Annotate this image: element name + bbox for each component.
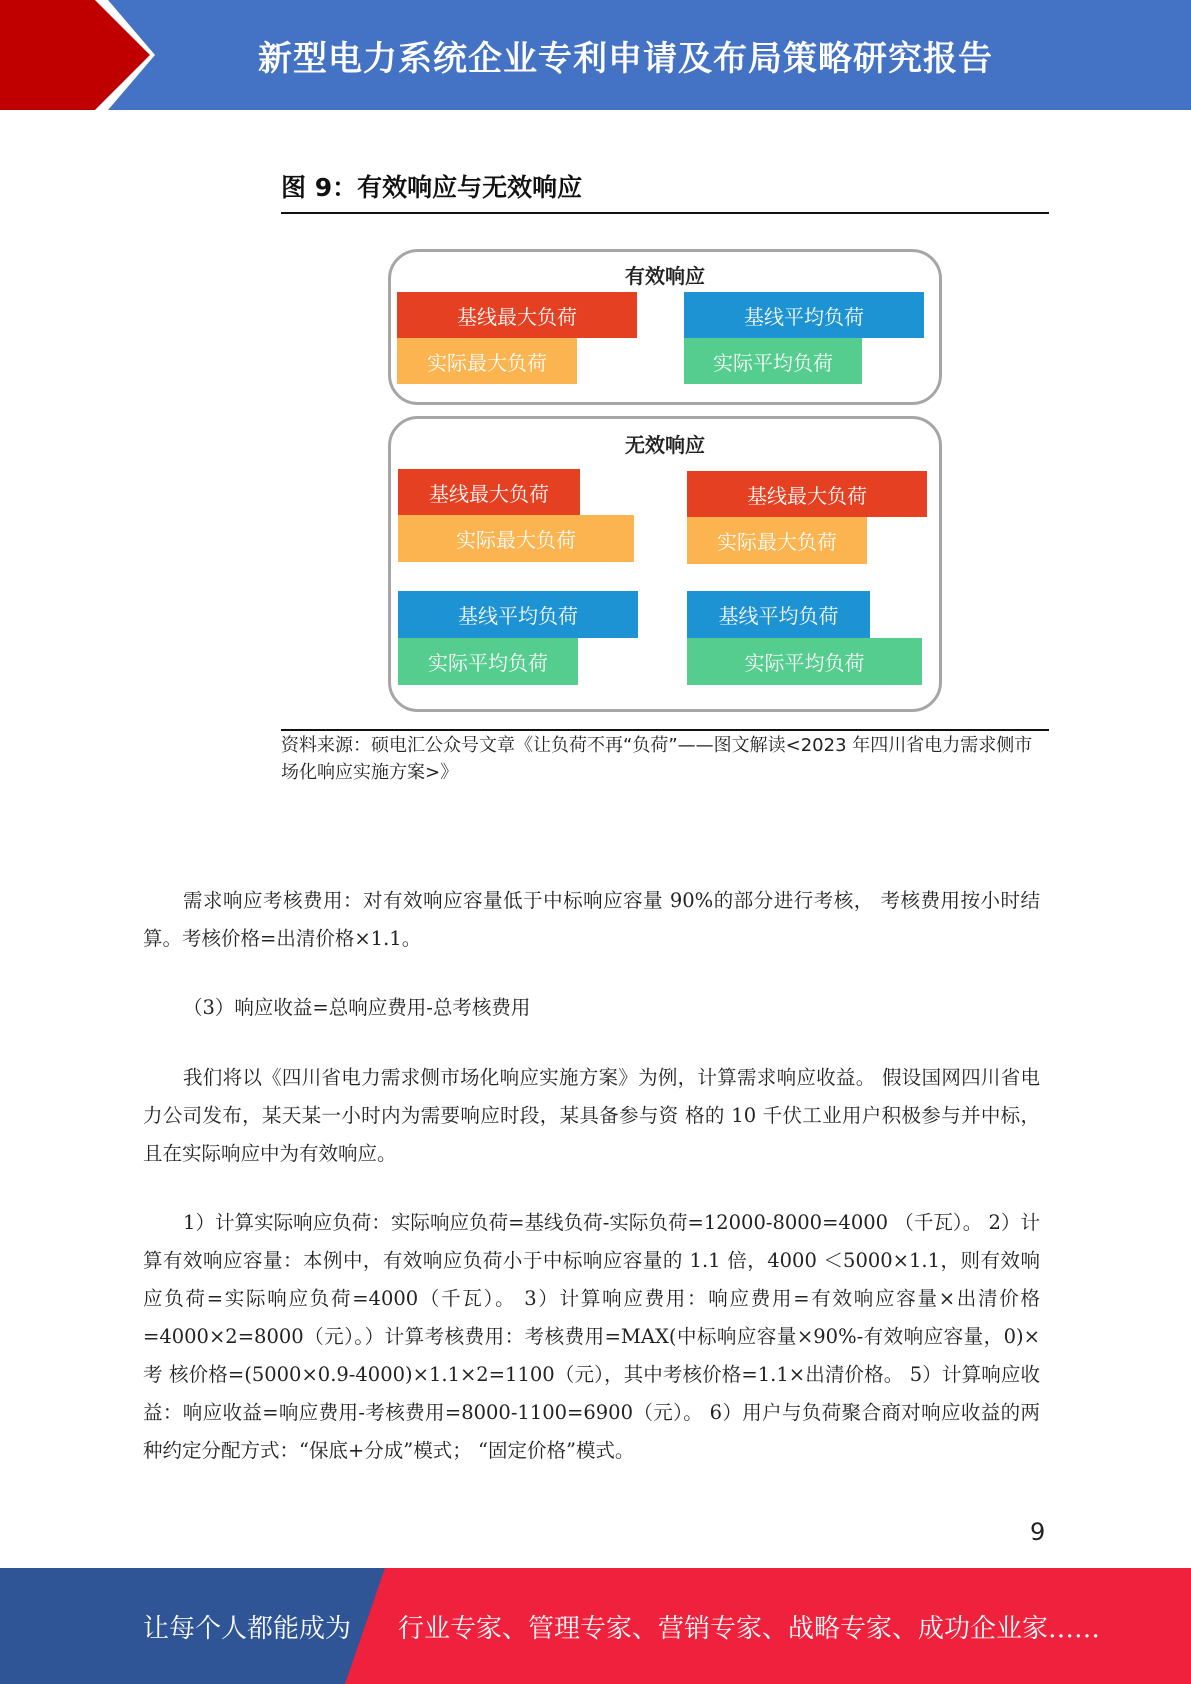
paragraph-calculation-steps: 1）计算实际响应负荷：实际响应负荷=基线负荷-实际负荷=12000-8000=4000 （千瓦）。 2）计算有效响应容量：本例中，有效响应负荷小于中标响应容量的 1.1 倍，4000 ＜5000×1.1，则有效响应负荷=实际响应负荷=4000（千瓦）。 3）计算响应费用：响应费用=有效响应容量×出清价格=4000×2=8000（元）。）计算考核费用：考核费用=MAX(中标响应容量×90%-有效响应容量，0)×考 核价格=(5000×0.9-4000)×1.1×2=1100（元），其中考核价格=1.1×出清价格。 5）计算响应收益：响应收益=响应费用-考核费用=8000-1100=6900（元）。 6）用户与负荷聚合商对响应收益的两种约定分配方式：“保底+分成”模式； “固定价格”模式。 <box>143 1211 1040 1462</box>
baseline-max-load-bar: 基线最大负荷 <box>397 292 637 338</box>
baseline-avg-load-bar: 基线平均负荷 <box>398 591 638 638</box>
baseline-max-load-bar: 基线最大负荷 <box>687 471 927 517</box>
figure-source: 资料来源：硕电汇公众号文章《让负荷不再“负荷”——图文解读<2023 年四川省电力需求侧市场化响应实施方案>》 <box>281 735 1033 783</box>
header-arrow-icon <box>0 0 160 110</box>
actual-max-load-bar: 实际最大负荷 <box>397 338 577 384</box>
paragraph-revenue-formula: （3）响应收益=总响应费用-总考核费用 <box>183 996 531 1019</box>
actual-avg-load-bar: 实际平均负荷 <box>687 638 922 685</box>
footer-slogan-left: 让每个人都能成为 <box>143 1613 352 1644</box>
report-title: 新型电力系统企业专利申请及布局策略研究报告 <box>258 38 993 79</box>
figure-title: 图 9：有效响应与无效响应 <box>281 173 583 202</box>
ineffective-response-label: 无效响应 <box>625 433 705 457</box>
baseline-max-load-bar: 基线最大负荷 <box>398 469 580 515</box>
baseline-avg-load-bar: 基线平均负荷 <box>684 292 924 338</box>
actual-max-load-bar: 实际最大负荷 <box>687 517 867 564</box>
paragraph-example-intro: 我们将以《四川省电力需求侧市场化响应实施方案》为例，计算需求响应收益。 假设国网四川省电力公司发布，某天某一小时内为需要响应时段，某具备参与资 格的 10 千伏工业用户积极参与并中标，且在实际响应中为有效响应。 <box>143 1066 1040 1165</box>
actual-avg-load-bar: 实际平均负荷 <box>684 338 862 384</box>
figure-top-rule <box>281 212 1049 214</box>
footer-slogan-right: 行业专家、管理专家、营销专家、战略专家、成功企业家…… <box>398 1613 1101 1644</box>
figure-bottom-rule <box>281 729 1049 731</box>
actual-max-load-bar: 实际最大负荷 <box>398 515 634 562</box>
effective-response-label: 有效响应 <box>625 264 705 288</box>
paragraph-assessment-fee: 需求响应考核费用：对有效响应容量低于中标响应容量 90%的部分进行考核， 考核费用按小时结算。考核价格=出清价格×1.1。 <box>143 889 1040 950</box>
page-number: 9 <box>1030 1518 1046 1546</box>
baseline-avg-load-bar: 基线平均负荷 <box>687 591 870 638</box>
actual-avg-load-bar: 实际平均负荷 <box>398 638 578 685</box>
page-header <box>0 0 1191 110</box>
